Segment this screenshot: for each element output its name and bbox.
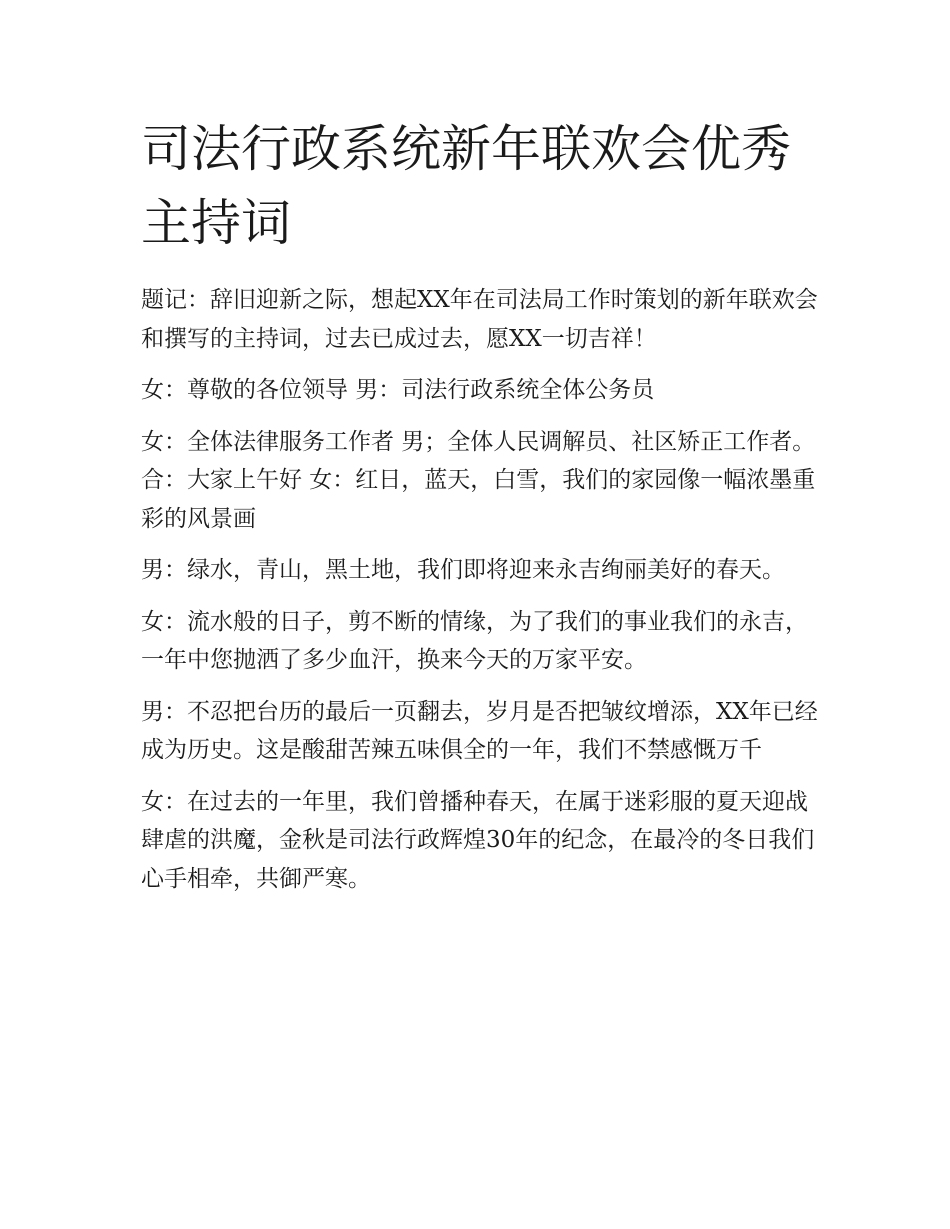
paragraph-preface: 题记：辞旧迎新之际，想起XX年在司法局工作时策划的新年联欢会和撰写的主持词，过去已成过去，愿XX一切吉祥！ [141, 287, 818, 352]
paragraph-calendar: 男：不忍把台历的最后一页翻去，岁月是否把皱纹增添，XX年已经成为历史。这是酸甜苦辣五味俱全的一年，我们不禁感慨万千 [141, 698, 818, 763]
paragraph-spring: 男：绿水，青山，黑土地，我们即将迎来永吉绚丽美好的春天。 [141, 557, 785, 583]
paragraph-days: 女：流水般的日子，剪不断的情缘，为了我们的事业我们的永吉，一年中您抛洒了多少血汗，换来今天的万家平安。 [141, 608, 808, 673]
paragraph-greeting: 女：尊敬的各位领导 男：司法行政系统全体公务员 [141, 377, 655, 403]
paragraph-opening: 女：全体法律服务工作者 男；全体人民调解员、社区矫正工作者。 合：大家上午好 女：红日，蓝天，白雪，我们的家园像一幅浓墨重彩的风景画 [141, 428, 816, 532]
document-title: 司法行政系统新年联欢会优秀主持词 [141, 120, 791, 252]
paragraph-past-year: 女：在过去的一年里，我们曾播种春天，在属于迷彩服的夏天迎战肆虐的洪魔，金秋是司法行政辉煌30年的纪念，在最冷的冬日我们心手相牵，共御严寒。 [141, 788, 815, 892]
document-body [141, 281, 821, 911]
